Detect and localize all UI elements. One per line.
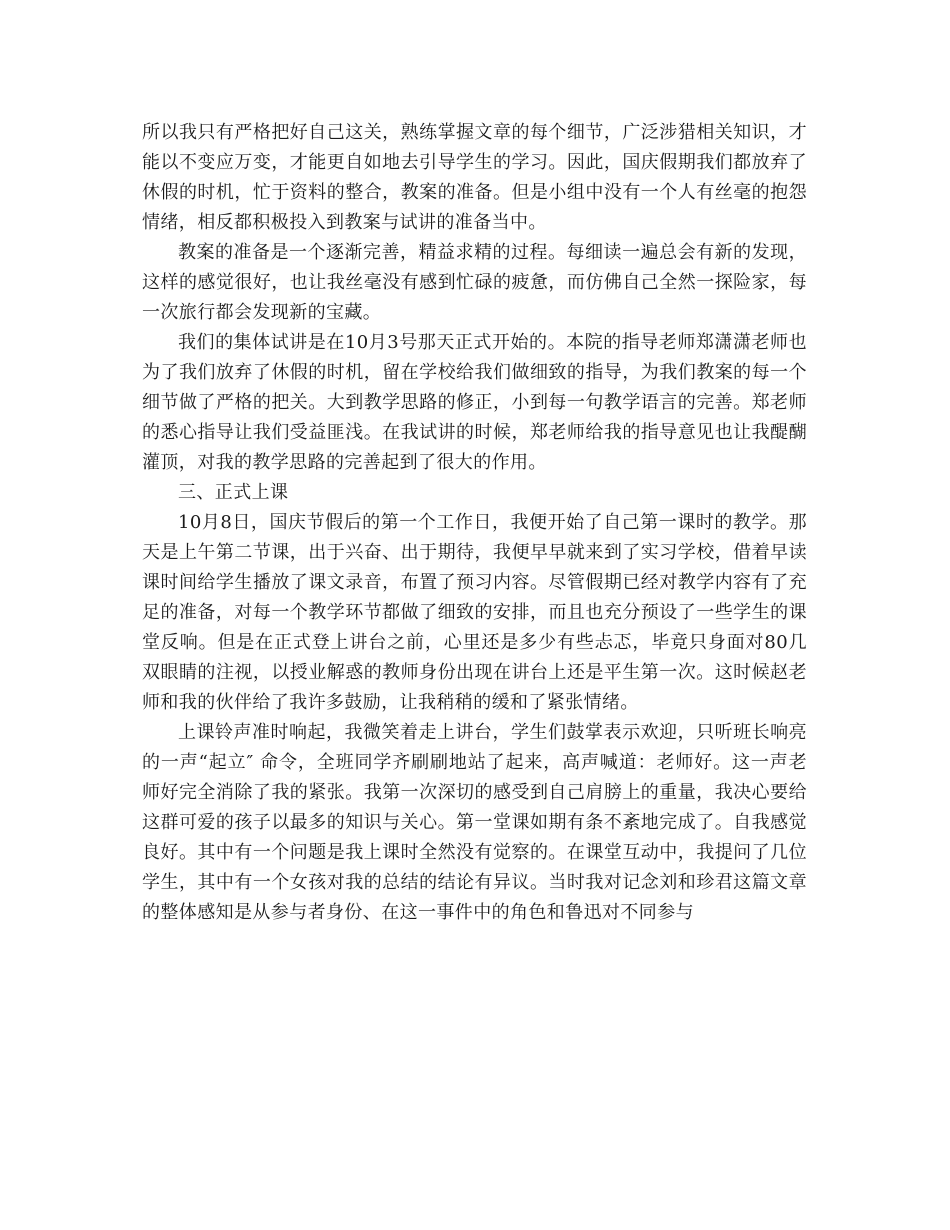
paragraph-lesson-plan: 教案的准备是一个逐渐完善，精益求精的过程。每细读一遍总会有新的发现，这样的感觉很好，也让我丝毫没有感到忙碌的疲惫，而仿佛自己全然一探险家，每一次旅行都会发现新的宝藏。 (142, 242, 807, 323)
section-heading-formal-class: 三、正式上课 (178, 482, 289, 503)
paragraph-group-rehearsal: 我们的集体试讲是在10月3号那天正式开始的。本院的指导老师郑潇潇老师也为了我们放弃了休假的时机，留在学校给我们做细致的指导，为我们教案的每一个细节做了严格的把关。大到教学思路的修正，小到每一句教学语言的完善。郑老师的悉心指导让我们受益匪浅。在我试讲的时候，郑老师给我的指导意见也让我醍醐灌顶，对我的教学思路的完善起到了很大的作用。 (142, 332, 807, 473)
paragraph-class-begins: 上课铃声准时响起，我微笑着走上讲台，学生们鼓掌表示欢迎，只听班长响亮的一声“起立″ 命令，全班同学齐刷刷地站了起来，高声喊道：老师好。这一声老师好完全消除了我的紧张。我第一次深切的感受到自己肩膀上的重量，我决心要给这群可爱的孩子以最多的知识与关心。第一堂课如期有条不紊地完成了。自我感觉良好。其中有一个问题是我上课时全然没有觉察的。在课堂互动中，我提问了几位学生，其中有一个女孩对我的总结的结论有异议。当时我对记念刘和珍君这篇文章的整体感知是从参与者身份、在这一事件中的角色和鲁迅对不同参与 (142, 722, 807, 923)
paragraph-first-lesson: 10月8日，国庆节假后的第一个工作日，我便开始了自己第一课时的教学。那天是上午第二节课，出于兴奋、出于期待，我便早早就来到了实习学校，借着早读课时间给学生播放了课文录音，布置了预习内容。尽管假期已经对教学内容有了充足的准备，对每一个教学环节都做了细致的安排，而且也充分预设了一些学生的课堂反响。但是在正式登上讲台之前，心里还是多少有些忐忑，毕竟只身面对80几双眼睛的注视，以授业解惑的教师身份出现在讲台上还是平生第一次。这时候赵老师和我的伙伴给了我许多鼓励，让我稍稍的缓和了紧张情绪。 (142, 512, 807, 713)
paragraph-continuation: 所以我只有严格把好自己这关，熟练掌握文章的每个细节，广泛涉猎相关知识，才能以不变应万变，才能更自如地去引导学生的学习。因此，国庆假期我们都放弃了休假的时机，忙于资料的整合，教案的准备。但是小组中没有一个人有丝毫的抱怨情绪，相反都积极投入到教案与试讲的准备当中。 (142, 122, 807, 233)
document-body (142, 118, 807, 928)
